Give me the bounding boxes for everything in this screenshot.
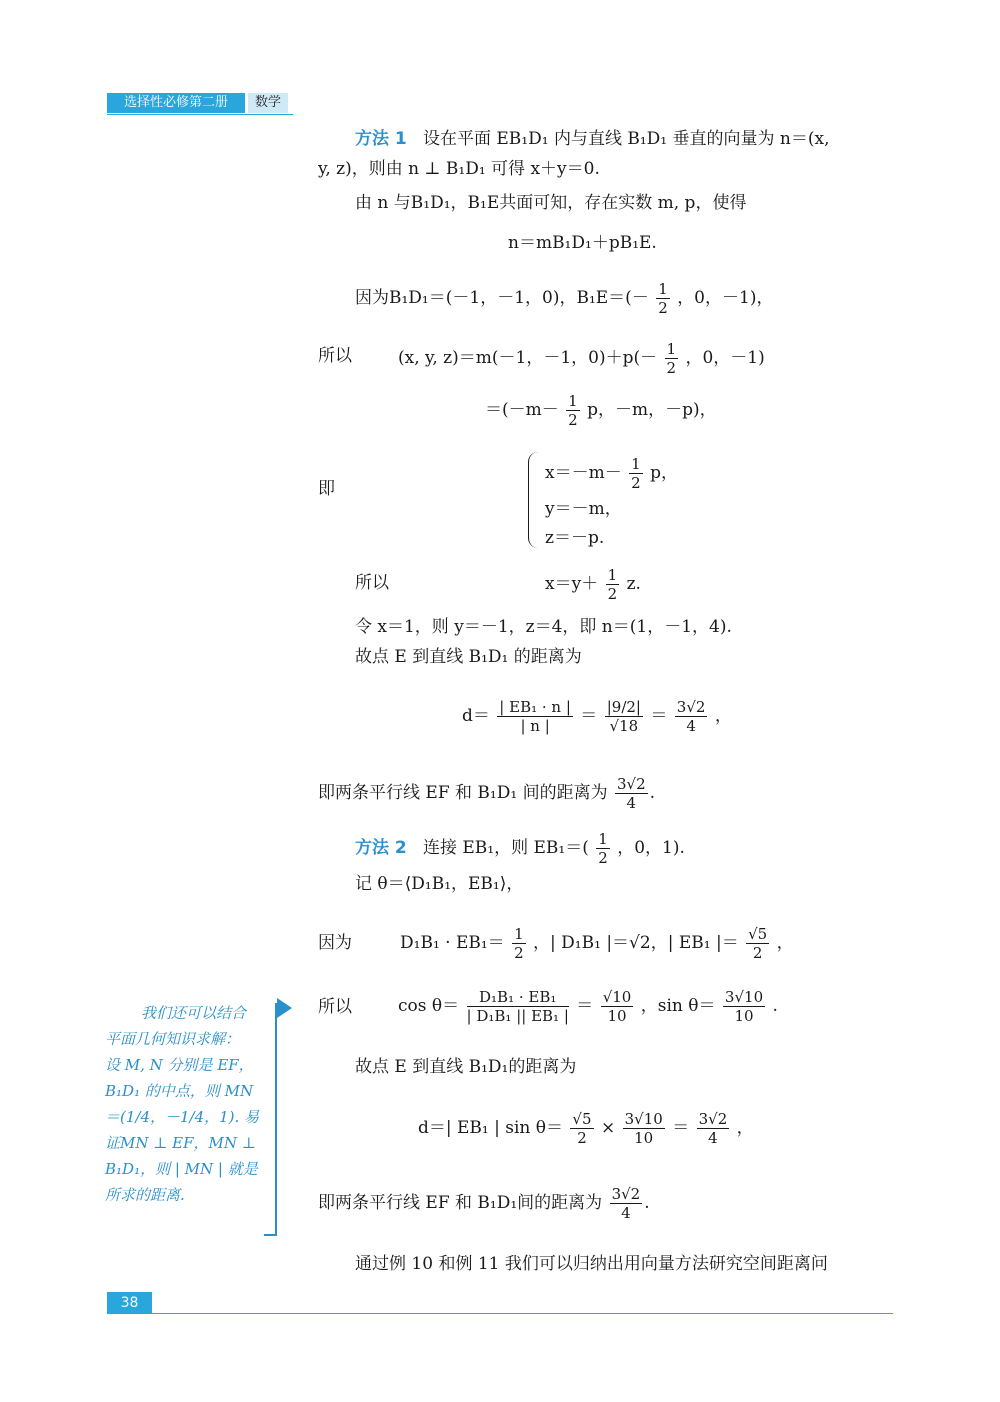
method1-line1 xyxy=(355,128,829,150)
so-label-1: 所以 xyxy=(318,346,352,366)
side-note-line-5: ＝(1/4，－1/4，1). 易 xyxy=(105,1108,260,1126)
because-label: 因为 xyxy=(318,933,352,953)
side-note-arrow-icon xyxy=(277,998,292,1018)
header-rule xyxy=(107,114,293,115)
fraction-half-5: $\frac{1}{2}$ xyxy=(607,566,618,603)
fraction-half-2: $\frac{1}{2}$ xyxy=(666,340,677,377)
method1-line5-a: 因为B₁D₁＝(－1，－1，0)，B₁E＝(－ xyxy=(355,288,649,308)
system-row-2: y＝－m， xyxy=(545,499,622,519)
because-equation: D₁B₁ · EB₁＝ $\frac{1}{2}$ ，| D₁B₁ |＝√2，| EB₁ |＝ $\frac{√5}{2}$ ， xyxy=(400,925,794,962)
so-equation-2: ＝(－m－ $\frac{1}{2}$ p，－m，－p)， xyxy=(485,392,717,429)
side-note-line-2: 平面几何知识求解： xyxy=(105,1030,241,1048)
distance-intro-2: 故点 E 到直线 B₁D₁的距离为 xyxy=(355,1057,577,1077)
side-note-line-1: 我们还可以结合 xyxy=(141,1004,247,1022)
fraction-d: $\frac{\text{| EB₁ · n |}}{| n |}$ xyxy=(499,698,571,735)
side-note xyxy=(105,1000,275,1208)
conclusion-1: 即两条平行线 EF 和 B₁D₁ 间的距离为 $\frac{3√2}{4}$ . xyxy=(318,775,656,812)
fraction-3sqrt10-2: $\frac{3√10}{10}$ xyxy=(624,1110,663,1147)
fraction-3sqrt2-3: $\frac{3√2}{4}$ xyxy=(698,1110,728,1147)
fraction-sqrt5-2: $\frac{√5}{2}$ xyxy=(572,1110,592,1147)
cos-equation: cos θ＝ $\frac{\text{D₁B₁ · EB₁}}{\text{| D₁B₁ || EB₁ |}}$ ＝ $\frac{√10}{10}$ ，sin θ＝ $\frac{3√10}{10}$ . xyxy=(398,988,778,1025)
so-equation-3: x＝y＋ $\frac{1}{2}$ z. xyxy=(545,566,641,603)
method2-label: 方法 2 xyxy=(355,838,407,858)
set-values: 令 x＝1，则 y＝－1，z＝4，即 n＝(1，－1，4). xyxy=(355,617,732,637)
ji-label: 即 xyxy=(318,479,335,499)
subject-tab: 数学 xyxy=(248,93,288,113)
distance-formula-2: d＝| EB₁ | sin θ＝ $\frac{√5}{2}$ × $\frac{3√10}{10}$ ＝ $\frac{3√2}{4}$ ， xyxy=(418,1110,754,1147)
fraction-3sqrt10: $\frac{3√10}{10}$ xyxy=(724,988,764,1025)
so-equation-1: (x, y, z)＝m(－1，－1，0)＋p(－ $\frac{1}{2}$ ，0，－1) xyxy=(398,340,765,377)
side-note-line-7: B₁D₁，则 | MN | 就是 xyxy=(105,1160,258,1178)
side-note-tick xyxy=(264,1234,277,1236)
fraction-3sqrt2-2: $\frac{3√2}{4}$ xyxy=(616,775,646,812)
fraction-3sqrt2: $\frac{3√2}{4}$ xyxy=(676,698,706,735)
method1-line5-b: ，0，－1)， xyxy=(677,288,774,308)
fraction-half: $\frac{1}{2}$ xyxy=(658,280,668,317)
method1-label: 方法 1 xyxy=(355,129,407,149)
side-note-line-4: B₁D₁ 的中点，则 MN xyxy=(105,1082,254,1100)
method1-line2: y, z)，则由 n ⊥ B₁D₁ 可得 x＋y＝0. xyxy=(318,159,600,179)
conclusion-2: 即两条平行线 EF 和 B₁D₁间的距离为 $\frac{3√2}{4}$ . xyxy=(318,1185,650,1222)
system-brace xyxy=(528,452,543,548)
system-row-3: z＝－p. xyxy=(545,528,605,548)
side-note-line-8: 所求的距离. xyxy=(105,1186,185,1204)
fraction-9-sqrt18: $\frac{|9/2|}{√18}$ xyxy=(606,698,641,735)
fraction-3sqrt2-4: $\frac{3√2}{4}$ xyxy=(611,1185,641,1222)
summary-line: 通过例 10 和例 11 我们可以归纳出用向量方法研究空间距离问 xyxy=(355,1254,828,1274)
side-note-line-6: 证MN ⊥ EF，MN ⊥ xyxy=(105,1134,256,1152)
fraction-sqrt5: $\frac{√5}{2}$ xyxy=(748,925,768,962)
so-label-3: 所以 xyxy=(318,997,352,1017)
method1-line4: n＝mB₁D₁＋pB₁E. xyxy=(508,233,657,253)
fraction-sqrt10: $\frac{√10}{10}$ xyxy=(602,988,632,1025)
method1-text: 设在平面 EB₁D₁ 内与直线 B₁D₁ 垂直的向量为 n＝(x, xyxy=(422,129,830,149)
method1-line5 xyxy=(355,280,773,317)
footer-rule xyxy=(107,1313,893,1314)
theta-definition: 记 θ＝⟨D₁B₁，EB₁⟩， xyxy=(355,874,524,894)
page-number: 38 xyxy=(107,1292,152,1314)
fraction-half-7: $\frac{1}{2}$ xyxy=(514,925,524,962)
distance-formula: d＝ $\frac{\text{| EB₁ · n |}}{| n |}$ ＝ $\frac{|9/2|}{√18}$ ＝ $\frac{3√2}{4}$ ， xyxy=(462,698,732,735)
fraction-half-3: $\frac{1}{2}$ xyxy=(568,392,578,429)
side-note-line-3: 设 M, N 分别是 EF， xyxy=(105,1056,254,1074)
method1-line3: 由 n 与B₁D₁，B₁E共面可知，存在实数 m, p，使得 xyxy=(355,193,747,213)
fraction-half-4: $\frac{1}{2}$ xyxy=(631,455,641,492)
method2-line1: 方法 2 连接 EB₁，则 EB₁＝( $\frac{1}{2}$ ，0，1). xyxy=(355,830,685,867)
side-note-rule xyxy=(275,1003,277,1235)
fraction-cos: $\frac{\text{D₁B₁ · EB₁}}{\text{| D₁B₁ || EB₁ |}}$ xyxy=(466,988,569,1025)
book-title-tab: 选择性必修第二册 xyxy=(107,93,245,113)
distance-intro: 故点 E 到直线 B₁D₁ 的距离为 xyxy=(355,647,582,667)
fraction-half-6: $\frac{1}{2}$ xyxy=(598,830,608,867)
system-row-1: x＝－m－ $\frac{1}{2}$ p， xyxy=(545,455,678,492)
so-label-2: 所以 xyxy=(355,573,389,593)
